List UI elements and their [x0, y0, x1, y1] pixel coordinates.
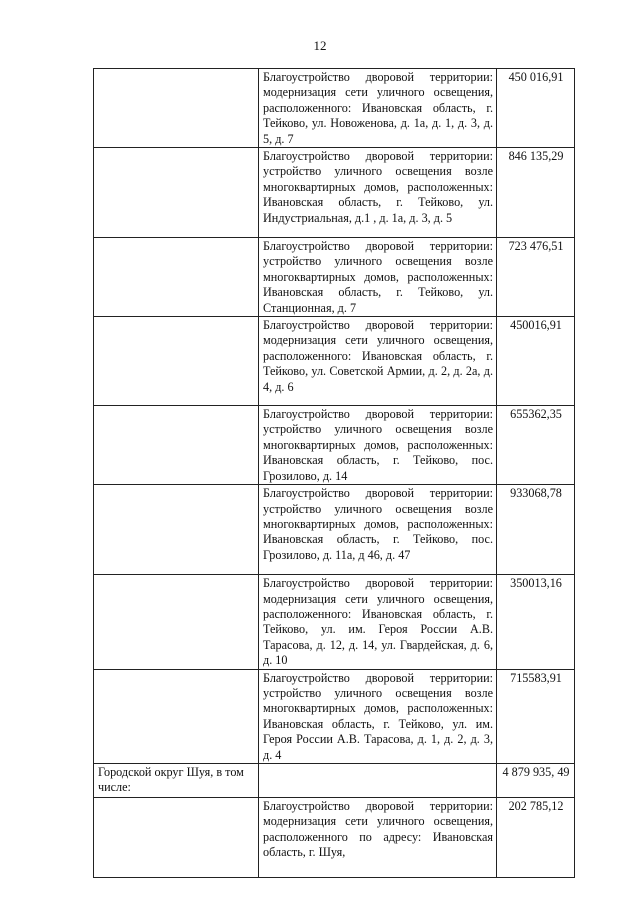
amount-value: 723 476,51: [508, 239, 564, 254]
table-cell-left: [94, 797, 259, 877]
table-cell-description: [259, 575, 497, 669]
table-cell-amount: [497, 485, 575, 575]
table-cell-description: [259, 69, 497, 148]
table-cell-amount: [497, 69, 575, 148]
table-cell-left: [94, 317, 259, 406]
amount-value: 450 016,91: [508, 70, 564, 84]
amount-value: 655362,35: [510, 407, 562, 422]
amount-value: 4 879 935, 49: [502, 764, 570, 779]
table-cell-left: [94, 406, 259, 485]
description-text: Благоустройство дворовой территории: модернизация сети уличного освещения, расположенного: Ивановская область, г. Тейково, ул. Советской Армии, д. 2, д. 2а, д. 4, д. 6: [263, 318, 493, 394]
table-cell-amount: [497, 317, 575, 406]
description-text: Благоустройство дворовой территории: модернизация сети уличного освещения, расположенного по адресу: Ивановская область, г. Шуя,: [263, 798, 493, 860]
table-row: [94, 317, 575, 406]
amount-value: 450016,91: [510, 318, 562, 333]
district-label: Городской округ Шуя, в том числе:: [98, 764, 244, 795]
table-cell-amount: [497, 763, 575, 797]
table-cell-amount: [497, 406, 575, 485]
table-row: [94, 797, 575, 877]
amount-value: 846 135,29: [508, 149, 564, 164]
table-row: [94, 148, 575, 238]
table-cell-description: [259, 669, 497, 763]
table-cell-amount: [497, 797, 575, 877]
table-cell-description: [259, 485, 497, 575]
amount-value: 715583,91: [510, 670, 562, 685]
table-cell-description: [259, 238, 497, 317]
table-cell-description: [259, 148, 497, 238]
amount-value: 350013,16: [510, 576, 562, 591]
table-cell-amount: [497, 238, 575, 317]
description-text: Благоустройство дворовой территории: устройство уличного освещения возле многоквартирных домов, расположенных: Ивановская область, г. Тейково, ул. Станционная, д. 7: [263, 239, 493, 315]
amount-value: 933068,78: [510, 486, 562, 501]
table-cell-description: [259, 406, 497, 485]
page-number: 12: [313, 38, 327, 53]
table-cell-left: [94, 669, 259, 763]
table-cell-description: [259, 763, 497, 797]
table-cell-amount: [497, 575, 575, 669]
description-text: Благоустройство дворовой территории: модернизация сети уличного освещения, расположенного: Ивановская область, г. Тейково, ул. Новоженова, д. 1а, д. 1, д. 3, д. 5, д. 7: [263, 70, 493, 146]
description-text: Благоустройство дворовой территории: модернизация сети уличного освещения, расположенного: Ивановская область, г. Тейково, ул. им. Героя России А.В. Тарасова, д. 12, д. 14, ул. Гвардейская, д. 6, д. 10: [263, 576, 493, 668]
table-row: [94, 69, 575, 148]
table-cell-amount: [497, 148, 575, 238]
table-cell-left: [94, 763, 259, 797]
table-cell-left: [94, 69, 259, 148]
table-row: [94, 238, 575, 317]
table-cell-amount: [497, 669, 575, 763]
table-row: [94, 669, 575, 763]
amount-value: 202 785,12: [508, 798, 564, 813]
description-text: Благоустройство дворовой территории: устройство уличного освещения возле многоквартирных домов, расположенных: Ивановская область, г. Тейково, пос. Грозилово, д. 14: [263, 407, 493, 483]
table-cell-left: [94, 238, 259, 317]
table-row: [94, 763, 575, 797]
table-cell-left: [94, 575, 259, 669]
table-cell-description: [259, 317, 497, 406]
description-text: Благоустройство дворовой территории: устройство уличного освещения возле многоквартирных домов, расположенных: Ивановская область, г. Тейково, ул. Индустриальная, д.1 , д. 1а, д. 3, д. 5: [263, 149, 493, 225]
table-cell-description: [259, 797, 497, 877]
description-text: Благоустройство дворовой территории: устройство уличного освещения возле многоквартирных домов, расположенных: Ивановская область, г. Тейково, пос. Грозилово, д. 11а, д 46, д. 47: [263, 486, 493, 562]
funding-table: [93, 68, 575, 878]
table-cell-left: [94, 485, 259, 575]
table-row: [94, 485, 575, 575]
table-row: [94, 575, 575, 669]
table-row: [94, 406, 575, 485]
description-text: Благоустройство дворовой территории: устройство уличного освещения возле многоквартирных домов, расположенных: Ивановская область, г. Тейково, ул. им. Героя России А.В. Тарасова, д. 1, д. 2, д. 3, д. 4: [263, 670, 493, 762]
table-cell-left: [94, 148, 259, 238]
